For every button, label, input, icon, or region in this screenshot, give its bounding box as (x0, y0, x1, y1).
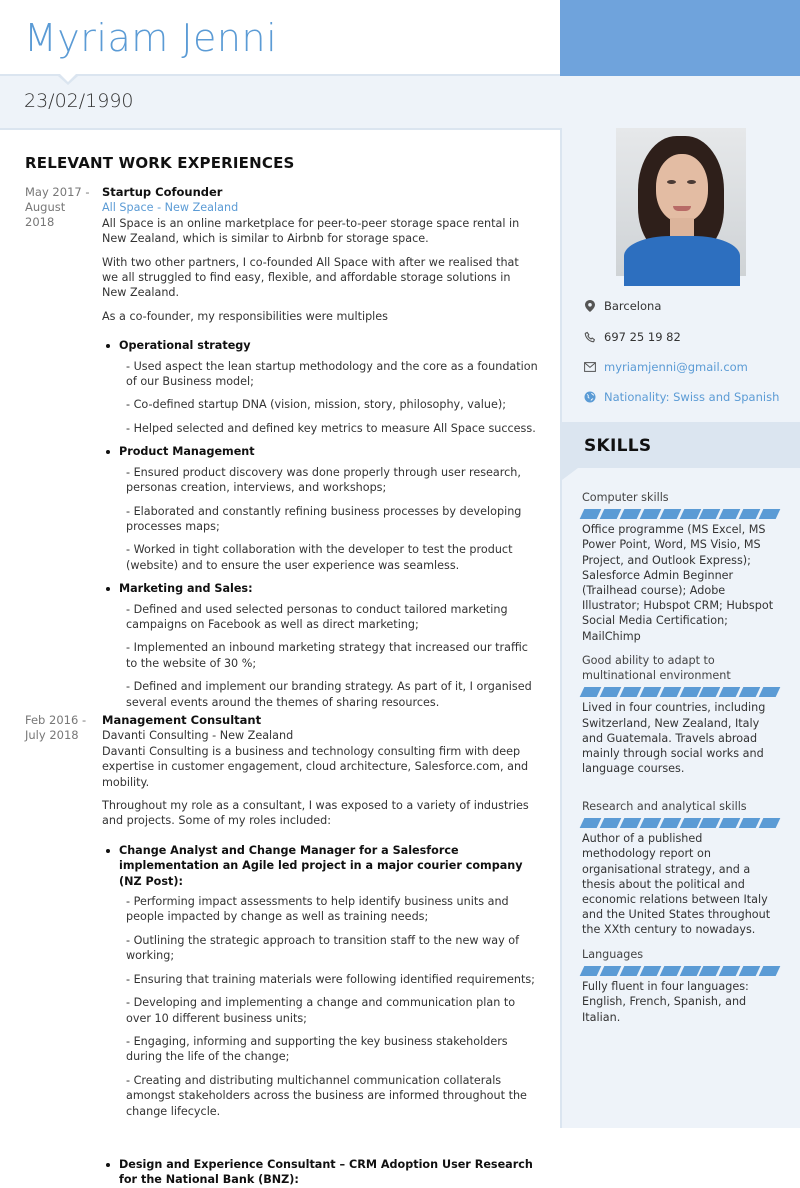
job-entry (102, 713, 538, 1188)
bullet-item: - Defined and implement our branding strategy. As part of it, I organised several events around the themes of sharing resources. (126, 680, 532, 709)
bullet-item: - Creating and distributing multichannel communication collaterals amongst stakeholders across the business are informed throughout the change lifecycle. (126, 1073, 527, 1118)
job-entry (102, 185, 538, 710)
skill-level-bar (582, 966, 778, 976)
bullet-item: - Ensuring that training materials were following identified requirements; (126, 972, 535, 986)
header-accent-block (560, 0, 800, 76)
skill-item (582, 490, 778, 644)
job-paragraph: Throughout my role as a consultant, I was exposed to a variety of industries and projects. Some of my roles included: (102, 799, 529, 828)
skills-notch (562, 468, 578, 480)
globe-icon (584, 391, 596, 403)
skill-description: Author of a published methodology report on organisational strategy, and a thesis about the political and economic relations between Italy and the United States throughout the XXth century to nowadays. (582, 832, 771, 937)
bullet-item: - Implemented an inbound marketing strategy that increased our traffic to the website of 30 %; (126, 641, 528, 670)
bullet-item: - Developing and implementing a change and communication plan to over 10 different business units; (126, 996, 516, 1025)
job-title: Startup Cofounder (102, 185, 223, 199)
section-title-work: RELEVANT WORK EXPERIENCES (25, 154, 295, 172)
bullet-item: - Helped selected and defined key metrics to measure All Space success. (126, 421, 536, 435)
skill-description: Fully fluent in four languages: English, French, Spanish, and Italian. (582, 980, 749, 1024)
bullet-item: - Worked in tight collaboration with the developer to test the product (website) and to ensure the user experience was seamless. (126, 543, 513, 572)
job-paragraph: As a co-founder, my responsibilities were multiples (102, 309, 388, 323)
bullet-item: - Outlining the strategic approach to transition staff to the new way of working; (126, 933, 520, 963)
phone-icon (584, 331, 596, 343)
job-date: May 2017 - August 2018 (25, 185, 90, 229)
skill-level-bar (582, 818, 778, 828)
bullet-heading: Change Analyst and Change Manager for a Salesforce implementation an Agile led project in a major courier company (NZ Post): (102, 843, 538, 889)
job-paragraph: With two other partners, I co-founded All Space with after we realised that we all struggled to find easy, flexible, and affordable storage solutions in New Zealand. (102, 255, 519, 300)
envelope-icon (584, 361, 596, 373)
date-of-birth: 23/02/1990 (24, 90, 134, 112)
job-title: Management Consultant (102, 713, 262, 727)
bullet-item: - Elaborated and constantly refining business processes by developing processes maps; (126, 504, 522, 533)
job-paragraph: Davanti Consulting is a business and technology consulting firm with deep expertise in customer engagement, cloud architecture, Salesforce.com, and mobility. (102, 744, 529, 789)
skill-name: Languages (582, 948, 644, 961)
skill-description: Office programme (MS Excel, MS Power Point, Word, MS Visio, MS Project, and Outlook Express); Salesforce Admin Beginner (Trailhead course); Adobe Illustrator; Hubspot CRM; Hubspot Social Media Certification; MailChimp (582, 523, 774, 643)
skill-name: Good ability to adapt to multinational environment (582, 654, 731, 683)
contact-nationality-link[interactable]: Nationality: Swiss and Spanish (584, 390, 779, 404)
profile-photo (616, 128, 746, 276)
job-date: Feb 2016 - July 2018 (25, 713, 87, 742)
contact-email-link[interactable]: myriamjenni@gmail.com (584, 360, 748, 374)
contact-phone: 697 25 19 82 (584, 330, 681, 344)
job-company-link[interactable]: All Space - New Zealand (102, 201, 239, 215)
skill-name: Computer skills (582, 491, 669, 504)
skill-description: Lived in four countries, including Switzerland, New Zealand, Italy and Guatemala. Travels abroad mainly through social works and language courses. (582, 701, 766, 776)
bullet-heading: Operational strategy (102, 338, 538, 353)
skill-item (582, 653, 778, 776)
job-company: Davanti Consulting - New Zealand (102, 729, 294, 743)
bullet-heading: Marketing and Sales: (102, 581, 538, 596)
bullet-heading: Design and Experience Consultant – CRM Adoption User Research for the National Bank (BNZ): (102, 1157, 538, 1188)
skill-item (582, 799, 778, 938)
map-pin-icon (584, 300, 596, 312)
bullet-heading: Product Management (102, 444, 538, 459)
skill-level-bar (582, 687, 778, 697)
bullet-item: - Ensured product discovery was done properly through user research, personas creation, interviews, and workshops; (126, 465, 521, 495)
skill-name: Research and analytical skills (582, 800, 747, 813)
bullet-item: - Performing impact assessments to help identify business units and people impacted by change as well as training needs; (126, 895, 509, 924)
bullet-item: - Defined and used selected personas to conduct tailored marketing campaigns on Facebook as well as direct marketing; (126, 602, 508, 631)
job-paragraph: All Space is an online marketplace for peer-to-peer storage space rental in New Zealand, which is similar to Airbnb for storage space. (102, 216, 520, 246)
skills-title: SKILLS (584, 436, 652, 456)
bullet-item: - Co-defined startup DNA (vision, mission, story, philosophy, value); (126, 398, 506, 412)
bullet-item: - Engaging, informing and supporting the key business stakeholders during the life of the change; (126, 1034, 508, 1064)
person-name: Myriam Jenni (24, 16, 278, 60)
skill-level-bar (582, 509, 778, 519)
bullet-item: - Used aspect the lean startup methodology and the core as a foundation of our Business model; (126, 359, 538, 389)
header-name-bar (0, 0, 560, 76)
contact-location: Barcelona (584, 299, 661, 313)
skill-item (582, 947, 778, 1025)
